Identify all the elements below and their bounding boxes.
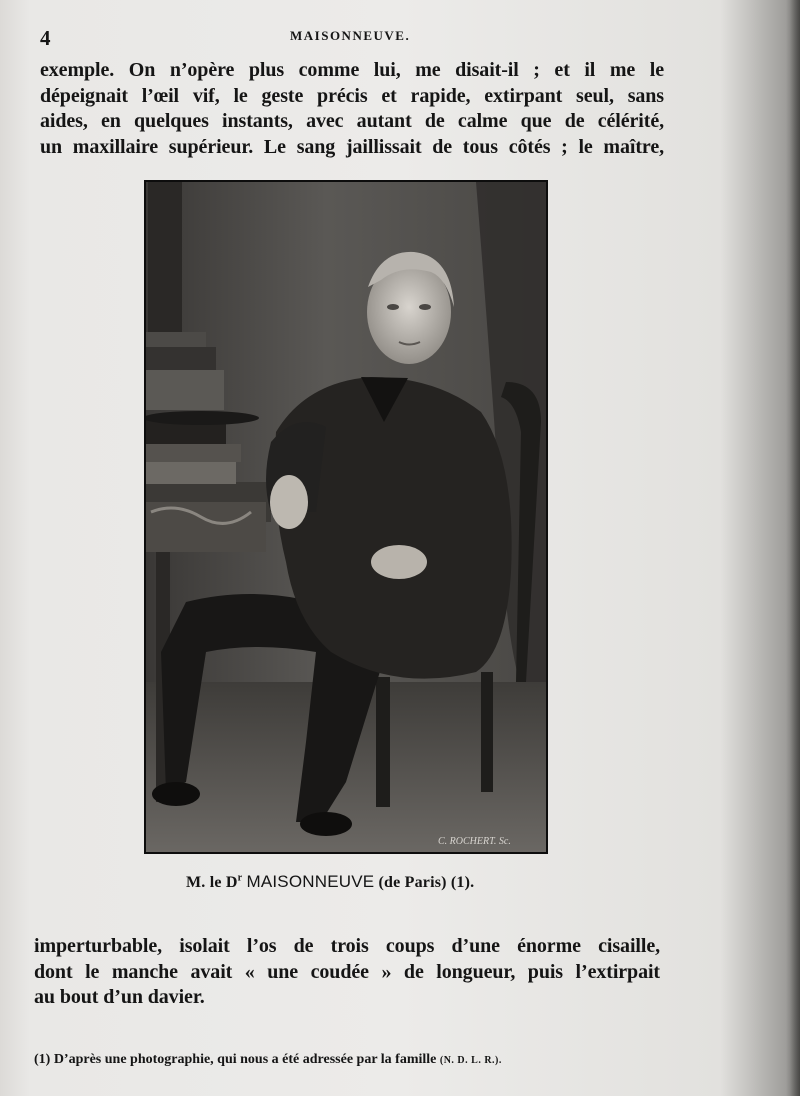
portrait-illustration xyxy=(146,182,546,852)
running-head: MAISONNEUVE. xyxy=(290,28,411,43)
photographer-signature: C. ROCHERT. Sc. xyxy=(438,836,511,847)
caption-name: MAISONNEUVE xyxy=(246,872,375,891)
text-line: au bout d’un davier. xyxy=(34,986,205,1008)
text-line: dont le manche avait « une coudée » de longueur, puis l’extirpait xyxy=(34,960,660,983)
paragraph-bottom xyxy=(34,934,660,1011)
footnote-text: (1) D’après une photographie, qui nous a été adressée par la famille xyxy=(34,1052,437,1067)
binding-shadow xyxy=(786,0,800,1096)
text-line: exemple. On n’opère plus comme lui, me disait-il ; et il me le xyxy=(40,59,664,81)
footnote-editor-note: (N. D. L. R.). xyxy=(439,1055,502,1066)
portrait-photograph xyxy=(144,180,548,854)
text-line: aides, en quelques instants, avec autant de calme que de célérité, xyxy=(40,110,664,132)
caption-suffix: (de Paris) (1). xyxy=(378,874,475,891)
caption-prefix: M. le D xyxy=(186,874,238,891)
paragraph-top xyxy=(40,58,664,160)
text-line: un maxillaire supérieur. Le sang jaillissait de tous côtés ; le maître, xyxy=(40,135,664,158)
page-number: 4 xyxy=(40,26,51,50)
figure-caption xyxy=(186,872,474,892)
text-line: imperturbable, isolait l’os de trois coups d’une énorme cisaille, xyxy=(34,935,660,957)
footnote xyxy=(34,1052,502,1068)
text-line: dépeignait l’œil vif, le geste précis et rapide, extirpant seul, sans xyxy=(40,84,664,107)
caption-superscript: r xyxy=(237,872,243,884)
